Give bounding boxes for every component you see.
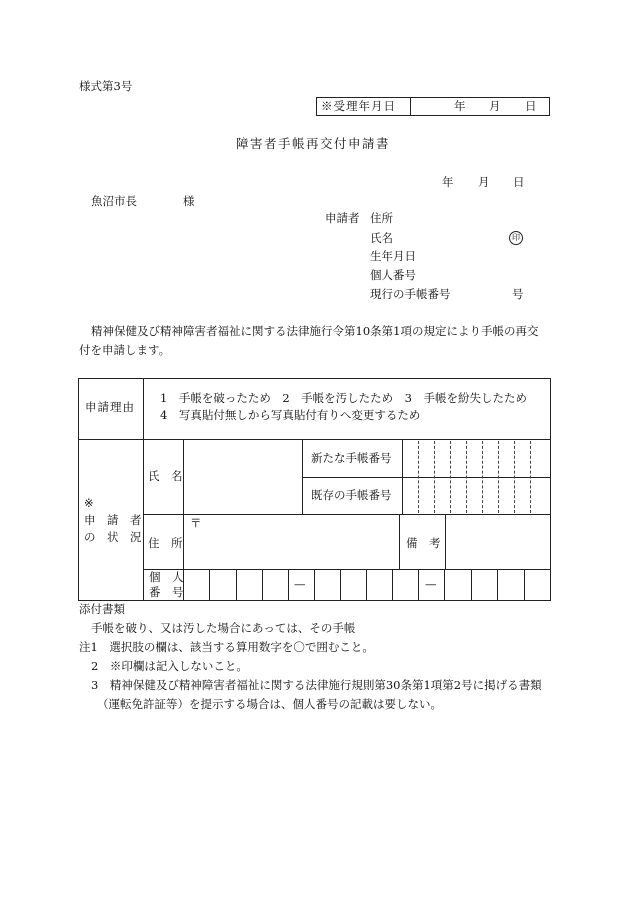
- receipt-month: 月: [489, 99, 501, 113]
- status-label-line1: 申 請 者: [84, 513, 142, 527]
- applicant-label: 申請者: [325, 211, 360, 225]
- applicant-address-label: 住所: [370, 211, 393, 225]
- date-year: 年: [442, 175, 454, 189]
- reason-label: 申請理由: [85, 400, 135, 414]
- note-1: 注1 選択肢の欄は、該当する算用数字を〇で囲むこと。: [79, 640, 374, 654]
- address-label: 住 所: [148, 536, 183, 550]
- applicant-name-label: 氏名: [370, 231, 393, 245]
- name-label: 氏 名: [148, 469, 183, 483]
- personal-number-label-line2: 番 号: [149, 585, 184, 599]
- date-day: 日: [513, 175, 525, 189]
- attachments-heading: 添付書類: [79, 602, 125, 616]
- receipt-year: 年: [454, 99, 466, 113]
- remarks-label: 備 考: [406, 536, 441, 550]
- status-mark: ※: [84, 496, 94, 510]
- receipt-day: 日: [525, 99, 537, 113]
- personal-number-separator: —: [425, 577, 437, 591]
- attachments-item: 手帳を破り、又は汚した場合にあっては、その手帳: [91, 621, 356, 635]
- personal-number-label-line1: 個 人: [149, 570, 184, 584]
- applicant-birthdate-label: 生年月日: [370, 249, 416, 263]
- reason-option-line2: 4 写真貼付無しから写真貼付有りへ変更するため: [160, 408, 421, 422]
- note-2: 2 ※印欄は記入しないこと。: [91, 659, 248, 673]
- status-label-line2: の 状 況: [84, 530, 142, 544]
- applicant-number-suffix: 号: [512, 287, 524, 301]
- applicant-personal-number-label: 個人番号: [370, 268, 416, 282]
- note-3-line2: （運転免許証等）を提示する場合は、個人番号の記載は要しない。: [97, 697, 442, 711]
- personal-number-separator: —: [294, 577, 306, 591]
- receipt-date-label: ※受理年月日: [321, 99, 396, 113]
- applicant-current-number-label: 現行の手帳番号: [370, 287, 451, 301]
- new-number-label: 新たな手帳番号: [311, 451, 392, 465]
- postal-mark: 〒: [190, 516, 202, 530]
- seal-icon: 印: [509, 231, 523, 245]
- form-number: 様式第3号: [79, 79, 133, 93]
- existing-number-label: 既存の手帳番号: [311, 488, 392, 502]
- reason-option-line1: 1 手帳を破ったため 2 手帳を汚したため 3 手帳を紛失したため: [160, 391, 527, 405]
- body-text-line1: 精神保健及び精神障害者福祉に関する法律施行令第10条第1項の規定により手帳の再交: [91, 324, 539, 338]
- date-month: 月: [478, 175, 490, 189]
- seal-mark: [509, 231, 523, 245]
- body-text-line2: 付を申請します。: [79, 343, 171, 357]
- note-3-line1: 3 精神保健及び精神障害者福祉に関する法律施行規則第30条第1項第2号に掲げる書類: [91, 678, 542, 692]
- addressee-name: 魚沼市長: [91, 194, 137, 208]
- addressee-honorific: 様: [183, 194, 195, 208]
- page-title: 障害者手帳再交付申請書: [236, 136, 391, 151]
